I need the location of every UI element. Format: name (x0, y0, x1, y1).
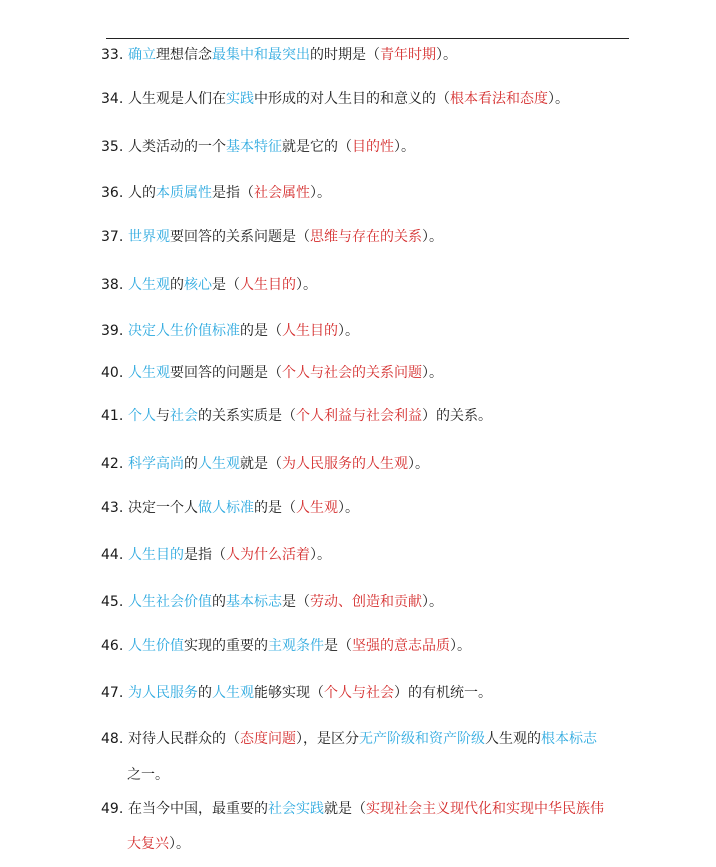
item-number: 48. (101, 731, 124, 747)
list-item (101, 227, 641, 247)
term-highlight: 决定人生价值标准 (128, 323, 240, 339)
question-text: 理想信念 (156, 47, 212, 63)
term-highlight: 人生观 (212, 685, 254, 701)
question-text: 人的 (128, 185, 156, 201)
term-highlight: 世界观 (128, 229, 170, 245)
answer-text: 坚强的意志品质 (352, 638, 450, 654)
question-text: 之一。 (127, 767, 169, 783)
term-highlight: 个人 (128, 408, 156, 424)
item-number: 33. (101, 47, 124, 63)
question-text: 的 (170, 277, 184, 293)
list-item (101, 137, 641, 157)
question-text: ）的有机统一。 (394, 685, 492, 701)
question-text: 人生观是人们在 (128, 91, 226, 107)
item-number: 38. (101, 277, 124, 293)
term-highlight: 科学高尚 (128, 456, 184, 472)
answer-text: 人生观 (296, 500, 338, 516)
question-text: 的 (198, 685, 212, 701)
answer-text: 人生目的 (240, 277, 296, 293)
question-text: ）。 (422, 594, 443, 610)
item-number: 36. (101, 185, 124, 201)
question-text: 能够实现（ (254, 685, 324, 701)
question-text: 要回答的关系问题是（ (170, 229, 310, 245)
question-text: ）。 (310, 547, 331, 563)
list-item-continuation (127, 765, 169, 785)
item-number: 35. (101, 139, 124, 155)
question-text: ）。 (436, 47, 457, 63)
question-text: 的时期是（ (310, 47, 380, 63)
term-highlight: 确立 (128, 47, 156, 63)
list-item (101, 592, 641, 612)
answer-text: 青年时期 (380, 47, 436, 63)
term-highlight: 为人民服务 (128, 685, 198, 701)
question-text: ）。 (296, 277, 317, 293)
item-number: 45. (101, 594, 124, 610)
term-highlight: 核心 (184, 277, 212, 293)
list-item (101, 683, 641, 703)
item-number: 41. (101, 408, 124, 424)
answer-text: 大复兴 (127, 836, 169, 852)
term-highlight: 主观条件 (268, 638, 324, 654)
question-text: ），是区分 (296, 731, 359, 747)
term-highlight: 做人标准 (198, 500, 254, 516)
header-rule (106, 38, 629, 39)
question-text: 在当今中国，最重要的 (128, 801, 268, 817)
list-item (101, 183, 641, 203)
question-text: 是（ (212, 277, 240, 293)
answer-text: 个人与社会 (324, 685, 394, 701)
list-item (101, 545, 641, 565)
question-text: ）。 (338, 500, 359, 516)
answer-text: 个人利益与社会利益 (296, 408, 422, 424)
list-item (101, 636, 641, 656)
question-text: 是（ (324, 638, 352, 654)
answer-text: 态度问题 (240, 731, 296, 747)
question-text: ）。 (394, 139, 415, 155)
question-text: ）。 (408, 456, 429, 472)
question-text: 中形成的对人生目的和意义的（ (254, 91, 450, 107)
question-text: ）。 (422, 365, 443, 381)
question-text: 的 (184, 456, 198, 472)
question-text: ）。 (548, 91, 569, 107)
term-highlight: 人生目的 (128, 547, 184, 563)
question-text: 是指（ (212, 185, 254, 201)
answer-text: 思维与存在的关系 (310, 229, 422, 245)
list-item (101, 799, 641, 819)
item-number: 34. (101, 91, 124, 107)
question-text: ）。 (422, 229, 443, 245)
question-text: 与 (156, 408, 170, 424)
question-text: 就是它的（ (282, 139, 352, 155)
answer-text: 劳动、创造和贡献 (310, 594, 422, 610)
list-item (101, 406, 641, 426)
answer-text: 实现社会主义现代化和实现中华民族伟 (366, 801, 604, 817)
item-number: 42. (101, 456, 124, 472)
item-number: 39. (101, 323, 124, 339)
question-text: 的 (212, 594, 226, 610)
term-highlight: 基本标志 (226, 594, 282, 610)
term-highlight: 社会 (170, 408, 198, 424)
question-text: 人类活动的一个 (128, 139, 226, 155)
list-item (101, 454, 641, 474)
list-item (101, 498, 641, 518)
answer-text: 根本看法和态度 (450, 91, 548, 107)
question-text: 的是（ (240, 323, 282, 339)
term-highlight: 人生观 (128, 277, 170, 293)
term-highlight: 最集中和最突出 (212, 47, 310, 63)
question-text: 人生观的 (485, 731, 541, 747)
question-text: 要回答的问题是（ (170, 365, 282, 381)
list-item (101, 321, 641, 341)
answer-text: 个人与社会的关系问题 (282, 365, 422, 381)
question-text: 对待人民群众的（ (128, 731, 240, 747)
answer-text: 社会属性 (254, 185, 310, 201)
answer-text: 人生目的 (282, 323, 338, 339)
term-highlight: 无产阶级和资产阶级 (359, 731, 485, 747)
question-text: ）。 (450, 638, 471, 654)
item-number: 49. (101, 801, 124, 817)
term-highlight: 实践 (226, 91, 254, 107)
question-text: 就是（ (324, 801, 366, 817)
term-highlight: 社会实践 (268, 801, 324, 817)
question-text: ）。 (310, 185, 331, 201)
term-highlight: 人生价值 (128, 638, 184, 654)
answer-text: 为人民服务的人生观 (282, 456, 408, 472)
question-text: 的是（ (254, 500, 296, 516)
item-number: 46. (101, 638, 124, 654)
term-highlight: 人生社会价值 (128, 594, 212, 610)
question-text: ）的关系。 (422, 408, 492, 424)
list-item (101, 729, 641, 749)
question-text: ）。 (338, 323, 359, 339)
question-text: 的关系实质是（ (198, 408, 296, 424)
question-text: 实现的重要的 (184, 638, 268, 654)
term-highlight: 基本特征 (226, 139, 282, 155)
item-number: 37. (101, 229, 124, 245)
item-number: 47. (101, 685, 124, 701)
term-highlight: 人生观 (198, 456, 240, 472)
list-item (101, 275, 641, 295)
item-number: 40. (101, 365, 124, 381)
list-item-continuation (127, 834, 190, 854)
list-item (101, 89, 641, 109)
item-number: 43. (101, 500, 124, 516)
question-text: 就是（ (240, 456, 282, 472)
list-item (101, 45, 641, 65)
question-text: 是（ (282, 594, 310, 610)
term-highlight: 根本标志 (541, 731, 597, 747)
term-highlight: 人生观 (128, 365, 170, 381)
term-highlight: 本质属性 (156, 185, 212, 201)
answer-text: 目的性 (352, 139, 394, 155)
answer-text: 人为什么活着 (226, 547, 310, 563)
question-text: 决定一个人 (128, 500, 198, 516)
question-text: 是指（ (184, 547, 226, 563)
item-number: 44. (101, 547, 124, 563)
list-item (101, 363, 641, 383)
question-text: ）。 (169, 836, 190, 852)
